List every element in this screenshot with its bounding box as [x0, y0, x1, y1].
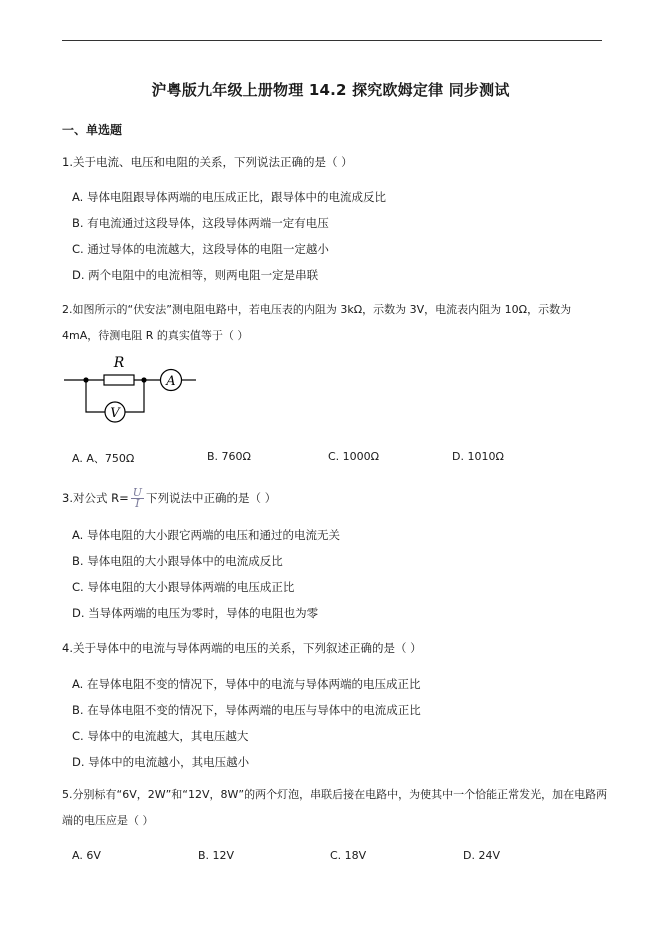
question-1-option-d[interactable]: D. 两个电阻中的电流相等，则两电阻一定是串联 [72, 268, 319, 282]
question-2-option-a[interactable]: A. A、750Ω [72, 452, 135, 465]
formula-u-over-i [131, 488, 144, 509]
question-5-option-c[interactable]: C. 18V [330, 849, 367, 862]
resistor-label: R [113, 355, 125, 371]
question-3-stem-prefix: 3.对公式 R= [62, 491, 129, 505]
question-3-option-a[interactable]: A. 导体电阻的大小跟它两端的电压和通过的电流无关 [72, 528, 340, 542]
page-title: 沪粤版九年级上册物理 14.2 探究欧姆定律 同步测试 [151, 81, 510, 99]
question-1-option-b[interactable]: B. 有电流通过这段导体，这段导体两端一定有电压 [72, 216, 329, 230]
question-3-option-b[interactable]: B. 导体电阻的大小跟导体中的电流成反比 [72, 554, 283, 568]
ammeter-label: A [166, 374, 176, 389]
question-1-option-c[interactable]: C. 通过导体的电流越大，这段导体的电阻一定越小 [72, 242, 329, 256]
question-5-option-d[interactable]: D. 24V [463, 849, 500, 862]
section-heading: 一、单选题 [62, 123, 123, 137]
question-1-option-a[interactable]: A. 导体电阻跟导体两端的电压成正比，跟导体中的电流成反比 [72, 190, 386, 204]
question-1-stem: 1.关于电流、电压和电阻的关系，下列说法正确的是（ ） [62, 155, 353, 169]
voltmeter-label: V [110, 406, 120, 421]
question-5-option-a[interactable]: A. 6V [72, 849, 101, 862]
question-4-option-d[interactable]: D. 导体中的电流越小，其电压越小 [72, 755, 250, 769]
formula-numerator: U [132, 486, 143, 499]
question-4-option-b[interactable]: B. 在导体电阻不变的情况下，导体两端的电压与导体中的电流成正比 [72, 703, 421, 717]
question-2-option-b[interactable]: B. 760Ω [207, 450, 251, 463]
question-3-stem [62, 488, 276, 509]
circuit-diagram [64, 350, 204, 436]
question-4-stem: 4.关于导体中的电流与导体两端的电压的关系，下列叙述正确的是（ ） [62, 641, 422, 655]
question-2-option-c[interactable]: C. 1000Ω [328, 450, 380, 463]
question-2-stem: 2.如图所示的“伏安法”测电阻电路中，若电压表的内阻为 3kΩ，示数为 3V，电流表内阻为 10Ω，示数为 4mA，待测电阻 R 的真实值等于（ ） [62, 303, 572, 342]
question-3-stem-suffix: 下列说法中正确的是（ ） [146, 491, 277, 505]
header-rule [62, 40, 602, 41]
question-5-option-b[interactable]: B. 12V [198, 849, 235, 862]
formula-denominator: I [135, 497, 140, 510]
question-3-option-c[interactable]: C. 导体电阻的大小跟导体两端的电压成正比 [72, 580, 295, 594]
resistor-symbol [104, 375, 134, 385]
question-5-stem: 5.分别标有“6V，2W”和“12V，8W”的两个灯泡，串联后接在电路中，为使其中一个恰能正常发光，加在电路两端的电压应是（ ） [62, 788, 608, 827]
question-2-option-d[interactable]: D. 1010Ω [452, 450, 504, 463]
question-4-option-c[interactable]: C. 导体中的电流越大，其电压越大 [72, 729, 249, 743]
question-4-option-a[interactable]: A. 在导体电阻不变的情况下，导体中的电流与导体两端的电压成正比 [72, 677, 421, 691]
question-3-option-d[interactable]: D. 当导体两端的电压为零时，导体的电阻也为零 [72, 606, 319, 620]
